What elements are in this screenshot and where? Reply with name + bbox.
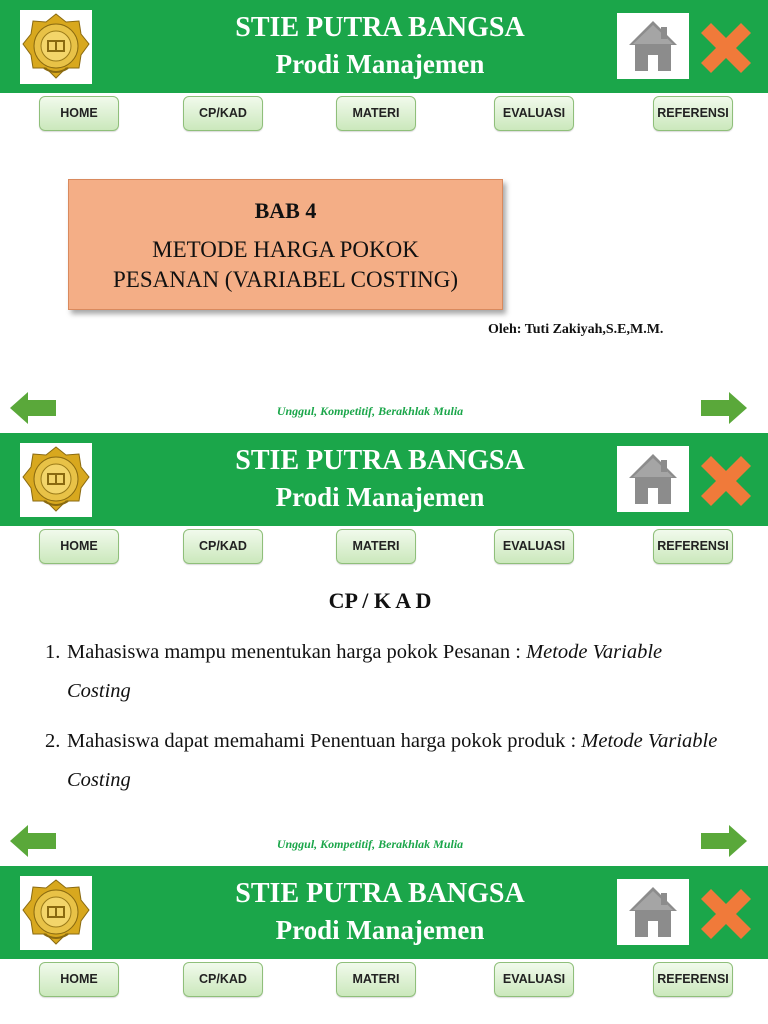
- close-x-icon: [697, 885, 755, 943]
- chapter-topic-line-2: PESANAN (VARIABEL COSTING): [112, 267, 458, 292]
- nav-evaluasi-button[interactable]: EVALUASI: [494, 529, 574, 564]
- slide-3: [0, 866, 768, 1024]
- tagline: Unggul, Kompetitif, Berakhlak Mulia: [276, 837, 464, 851]
- next-slide-button[interactable]: [701, 390, 747, 426]
- next-slide-button[interactable]: [701, 823, 747, 859]
- list-item-number: 1.: [45, 641, 61, 663]
- chapter-topic: [69, 235, 502, 295]
- header-title: [150, 443, 610, 515]
- list-item-method: Metode Variable Costing: [67, 641, 663, 702]
- university-crest-icon: [20, 876, 92, 950]
- tagline: Unggul, Kompetitif, Berakhlak Mulia: [276, 404, 464, 418]
- close-icon-button[interactable]: [697, 885, 755, 943]
- nav-referensi-button[interactable]: REFERENSI: [653, 96, 733, 131]
- nav-referensi-button[interactable]: REFERENSI: [653, 962, 733, 997]
- list-item: [45, 722, 725, 800]
- nav-evaluasi-button[interactable]: EVALUASI: [494, 96, 574, 131]
- header-title: [150, 10, 610, 82]
- close-icon-button[interactable]: [697, 19, 755, 77]
- arrow-right-icon: [701, 390, 747, 426]
- list-item-text: Mahasiswa mampu menentukan harga pokok Pesanan :: [67, 641, 527, 663]
- program-name: Prodi Manajemen: [275, 915, 485, 945]
- close-x-icon: [697, 19, 755, 77]
- chapter-topic-line-1: METODE HARGA POKOK: [152, 237, 419, 262]
- nav-home-button[interactable]: HOME: [39, 962, 119, 997]
- university-crest-icon: [20, 443, 92, 517]
- program-name: Prodi Manajemen: [275, 482, 485, 512]
- chapter-title-box: [68, 179, 503, 310]
- chapter-number: BAB 4: [254, 198, 317, 223]
- header-title: [150, 876, 610, 948]
- program-name: Prodi Manajemen: [275, 49, 485, 79]
- home-icon-button[interactable]: [617, 879, 689, 945]
- home-icon-button[interactable]: [617, 13, 689, 79]
- house-icon: [617, 13, 689, 79]
- learning-outcomes-list: [45, 633, 725, 811]
- university-crest-icon: [20, 10, 92, 84]
- home-icon-button[interactable]: [617, 446, 689, 512]
- nav-materi-button[interactable]: MATERI: [336, 96, 416, 131]
- nav-home-button[interactable]: HOME: [39, 529, 119, 564]
- close-x-icon: [697, 452, 755, 510]
- institution-name: STIE PUTRA BANGSA: [235, 878, 525, 909]
- list-item-method: Metode Variable Costing: [67, 730, 718, 791]
- nav-cp-kad-button[interactable]: CP/KAD: [183, 96, 263, 131]
- nav-evaluasi-button[interactable]: EVALUASI: [494, 962, 574, 997]
- list-item-number: 2.: [45, 730, 61, 752]
- house-icon: [617, 879, 689, 945]
- author-credit: Oleh: Tuti Zakiyah,S.E,M.M.: [488, 322, 664, 337]
- cp-kad-heading: CP / K A D: [328, 588, 432, 613]
- slide-2: [0, 433, 768, 866]
- close-icon-button[interactable]: [697, 452, 755, 510]
- institution-name: STIE PUTRA BANGSA: [235, 12, 525, 43]
- slide-header: [0, 433, 768, 526]
- institution-name: STIE PUTRA BANGSA: [235, 445, 525, 476]
- nav-materi-button[interactable]: MATERI: [336, 962, 416, 997]
- nav-cp-kad-button[interactable]: CP/KAD: [183, 529, 263, 564]
- slide-1: [0, 0, 768, 433]
- slide-header: [0, 0, 768, 93]
- list-item: [45, 633, 725, 711]
- list-item-text: Mahasiswa dapat memahami Penentuan harga pokok produk :: [67, 730, 582, 752]
- nav-referensi-button[interactable]: REFERENSI: [653, 529, 733, 564]
- arrow-right-icon: [701, 823, 747, 859]
- nav-home-button[interactable]: HOME: [39, 96, 119, 131]
- slide-header: [0, 866, 768, 959]
- nav-cp-kad-button[interactable]: CP/KAD: [183, 962, 263, 997]
- house-icon: [617, 446, 689, 512]
- nav-materi-button[interactable]: MATERI: [336, 529, 416, 564]
